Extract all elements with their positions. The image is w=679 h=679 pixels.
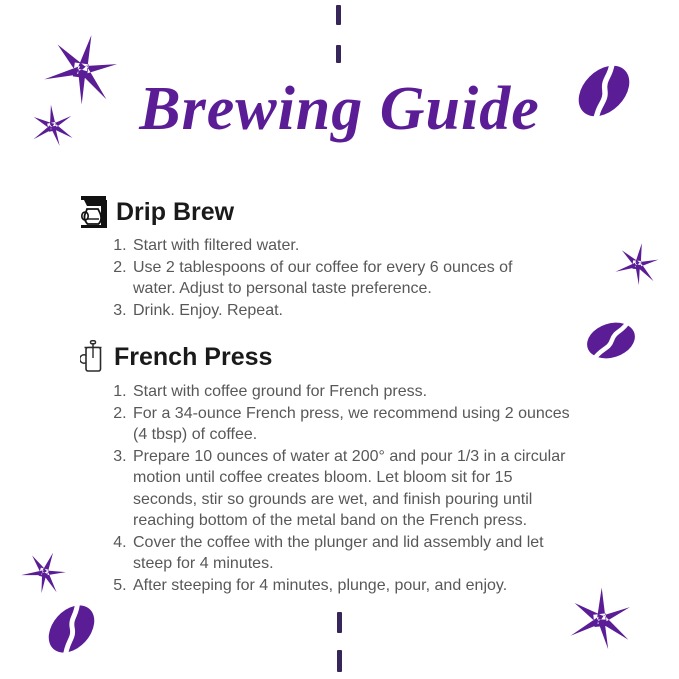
french-press-header — [80, 340, 585, 374]
list-item: 2. For a 34-ounce French press, we recommend using 2 ounces (4 tbsp) of coffee. — [131, 403, 580, 446]
section-heading-french-press: French Press — [114, 342, 273, 371]
page-title: Brewing Guide — [139, 75, 540, 143]
dashed-line-bottom-segment-1 — [337, 612, 342, 633]
section-french-press — [80, 340, 585, 596]
list-item: 1. Start with coffee ground for French press. — [131, 381, 580, 403]
list-item: 3. Drink. Enjoy. Repeat. — [131, 300, 532, 322]
list-item: 2. Use 2 tablespoons of our coffee for every 6 ounces of water. Adjust to personal taste preference. — [131, 257, 532, 300]
french-press-steps — [80, 381, 580, 596]
drip-brew-steps — [80, 235, 532, 321]
dashed-line-top-segment-1 — [336, 5, 341, 25]
list-item: 3. Prepare 10 ounces of water at 200° and pour 1/3 in a circular motion until coffee creates bloom. Let bloom sit for 15 seconds, stir so grounds are wet, and finish pouring until reaching bottom of the metal band on the French press. — [131, 446, 580, 532]
coffee-bean-icon — [586, 318, 636, 363]
list-item: 5. After steeping for 4 minutes, plunge, pour, and enjoy. — [131, 575, 580, 597]
dashed-line-bottom-segment-2 — [337, 650, 342, 672]
drip-brew-header — [80, 196, 550, 228]
star-icon — [615, 242, 660, 287]
drip-coffee-maker-icon — [80, 196, 108, 228]
dashed-line-top-segment-2 — [336, 45, 341, 63]
section-drip-brew — [80, 196, 550, 321]
list-item: 4. Cover the coffee with the plunger and lid assembly and let steep for 4 minutes. — [131, 532, 580, 575]
list-item: 1. Start with filtered water. — [131, 235, 532, 257]
french-press-icon — [80, 340, 106, 374]
star-icon — [18, 546, 70, 598]
section-heading-drip-brew: Drip Brew — [116, 197, 235, 226]
coffee-bean-icon — [44, 603, 99, 655]
